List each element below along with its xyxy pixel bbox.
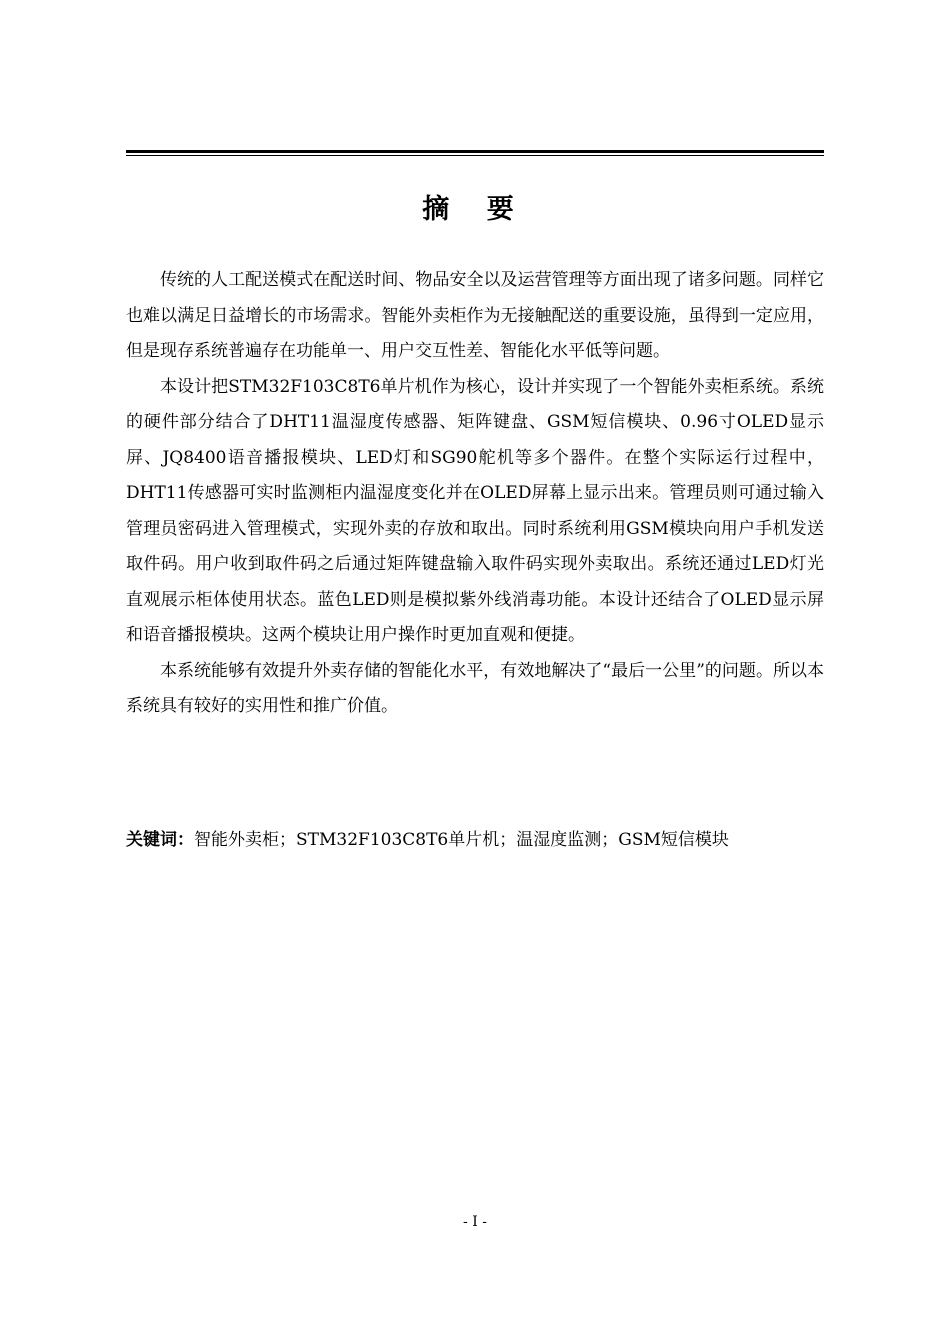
keywords-label: 关键词： [126, 830, 194, 850]
page-number: - I - [463, 1214, 487, 1230]
keywords-line [126, 823, 824, 858]
page-title: 摘 要 [422, 194, 528, 225]
header-rule-thin [126, 155, 824, 156]
abstract-paragraph-3: 本系统能够有效提升外卖存储的智能化水平，有效地解决了“最后一公里”的问题。所以本系统具有较好的实用性和推广价值。 [126, 660, 824, 716]
abstract-paragraph-1: 传统的人工配送模式在配送时间、物品安全以及运营管理等方面出现了诸多问题。同样它也难以满足日益增长的市场需求。智能外卖柜作为无接触配送的重要设施，虽得到一定应用，但是现存系统普遍存在功能单一、用户交互性差、智能化水平低等问题。 [126, 270, 824, 361]
keywords-text: 智能外卖柜；STM32F103C8T6单片机；温湿度监测；GSM短信模块 [194, 830, 729, 850]
abstract-paragraph-2: 本设计把STM32F103C8T6单片机作为核心，设计并实现了一个智能外卖柜系统。系统的硬件部分结合了DHT11温湿度传感器、矩阵键盘、GSM短信模块、0.96寸OLED显示屏、JQ8400语音播报模块、LED灯和SG90舵机等多个器件。在整个实际运行过程中，DHT11传感器可实时监测柜内温湿度变化并在OLED屏幕上显示出来。管理员则可通过输入管理员密码进入管理模式，实现外卖的存放和取出。同时系统利用GSM模块向用户手机发送取件码。用户收到取件码之后通过矩阵键盘输入取件码实现外卖取出。系统还通过LED灯光直观展示柜体使用状态。蓝色LED则是模拟紫外线消毒功能。本设计还结合了OLED显示屏和语音播报模块。这两个模块让用户操作时更加直观和便捷。 [126, 376, 824, 645]
abstract-body [126, 263, 824, 725]
header-rule-thick [126, 150, 824, 153]
